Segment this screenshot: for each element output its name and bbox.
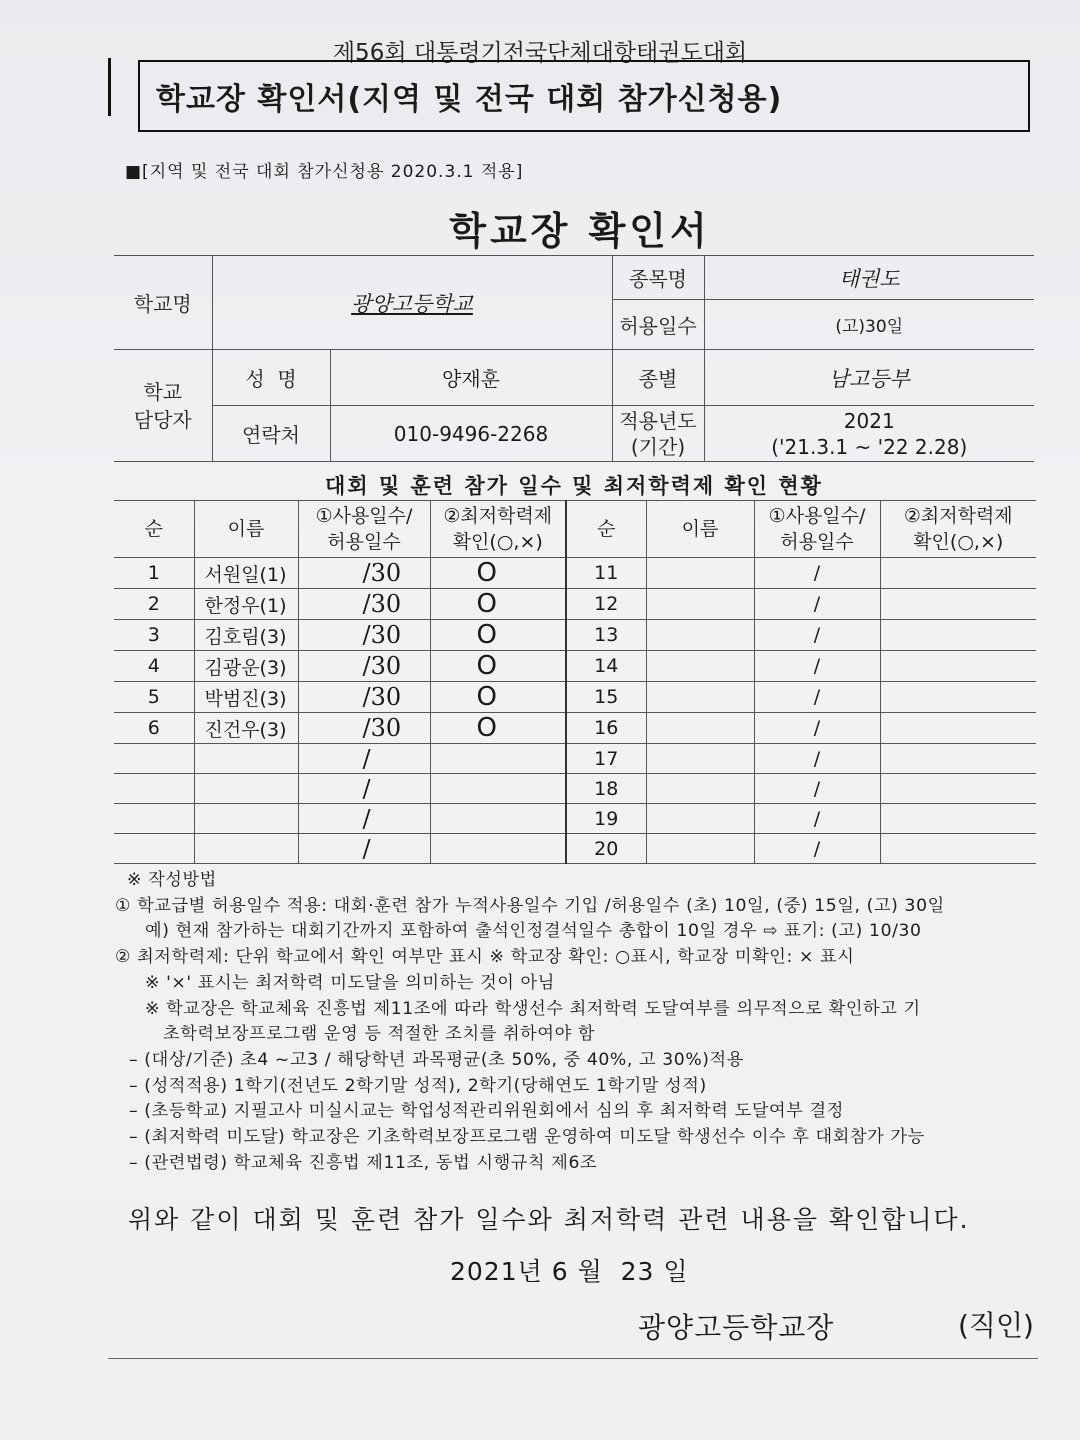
row-number	[114, 804, 194, 834]
manager-name-value: 양재훈	[330, 350, 612, 406]
min-academic-check	[880, 834, 1036, 864]
used-days: /30	[298, 713, 430, 744]
manager-name-label: 성 명	[212, 350, 330, 406]
form-title: 학교장 확인서(지역 및 전국 대회 참가신청용)	[156, 82, 783, 117]
col-used-header-right: ①사용일수/ 허용일수	[754, 501, 880, 558]
apply-year-cell	[704, 406, 1034, 462]
contact-label: 연락처	[212, 406, 330, 462]
roster-table	[114, 500, 1036, 864]
division-value: 남고등부	[704, 350, 1034, 406]
col-name-header-right: 이름	[646, 501, 754, 558]
row-number: 6	[114, 713, 194, 744]
player-name: 김호림(3)	[194, 620, 298, 651]
min-academic-check	[430, 744, 566, 774]
player-name: 한정우(1)	[194, 589, 298, 620]
col-no-header: 순	[114, 501, 194, 558]
apply-year-label: 적용년도 (기간)	[612, 406, 704, 462]
row-number: 15	[566, 682, 646, 713]
min-academic-check	[880, 558, 1036, 589]
row-number: 14	[566, 651, 646, 682]
manager-label: 학교 담당자	[114, 350, 212, 462]
used-days: /	[298, 744, 430, 774]
used-days: /	[754, 804, 880, 834]
school-name-label: 학교명	[114, 256, 212, 350]
player-name: 박범진(3)	[194, 682, 298, 713]
min-academic-check	[880, 713, 1036, 744]
section-title: 대회 및 훈련 참가 일수 및 최저학력제 확인 현황	[325, 474, 823, 498]
table-row	[114, 774, 1036, 804]
apply-year-value: 2021	[843, 408, 895, 433]
col-used-header: ①사용일수/ 허용일수	[298, 501, 430, 558]
player-name	[646, 804, 754, 834]
row-number	[114, 774, 194, 804]
player-name	[194, 804, 298, 834]
player-name	[646, 558, 754, 589]
instruction-line: – (관련법령) 학교체육 진흥법 제11조, 동법 시행규칙 제6조	[129, 1152, 598, 1173]
contact-value: 010-9496-2268	[330, 406, 612, 462]
used-days: /	[754, 744, 880, 774]
title-side-bar	[108, 58, 111, 116]
row-number: 2	[114, 589, 194, 620]
player-name	[646, 620, 754, 651]
row-number	[114, 834, 194, 864]
player-name	[646, 774, 754, 804]
allowed-days-value: (고)30일	[704, 300, 1034, 350]
row-number: 17	[566, 744, 646, 774]
apply-period-value: ('21.3.1 ~ '22 2.28)	[771, 434, 968, 459]
player-name	[646, 651, 754, 682]
min-academic-check: O	[430, 713, 566, 744]
min-academic-check	[880, 774, 1036, 804]
table-row	[114, 804, 1036, 834]
player-name	[194, 774, 298, 804]
player-name	[646, 713, 754, 744]
used-days: /	[754, 589, 880, 620]
player-name	[194, 834, 298, 864]
instruction-line: – (대상/기준) 초4 ~고3 / 해당학년 과목평균(초 50%, 중 40%, 고 30%)적용	[129, 1049, 744, 1070]
row-number: 13	[566, 620, 646, 651]
instruction-line: ① 학교급별 허용일수 적용: 대회·훈련 참가 누적사용일수 기입 /허용일수 (초) 10일, (중) 15일, (고) 30일	[115, 895, 945, 916]
instruction-line: 예) 현재 참가하는 대회기간까지 포함하여 출석인정결석일수 총합이 10일 경우 ⇨ 표기: (고) 10/30	[145, 921, 922, 942]
used-days: /30	[298, 682, 430, 713]
issue-date: 2021년 6 월 23 일	[450, 1257, 689, 1286]
school-info-table	[114, 255, 1034, 462]
table-row	[114, 651, 1036, 682]
used-days: /30	[298, 620, 430, 651]
row-number: 12	[566, 589, 646, 620]
min-academic-check	[880, 804, 1036, 834]
min-academic-check	[880, 682, 1036, 713]
min-academic-check	[880, 589, 1036, 620]
used-days: /	[754, 558, 880, 589]
player-name: 진건우(3)	[194, 713, 298, 744]
bottom-rule	[108, 1358, 1038, 1359]
table-row	[114, 620, 1036, 651]
row-number: 20	[566, 834, 646, 864]
instruction-line: ※ '×' 표시는 최저학력 미도달을 의미하는 것이 아님	[145, 972, 555, 993]
player-name	[194, 744, 298, 774]
instructions	[115, 868, 1050, 1176]
table-row	[114, 589, 1036, 620]
player-name	[646, 682, 754, 713]
col-check-header-right: ②최저학력제 확인(○,×)	[880, 501, 1036, 558]
used-days: /30	[298, 558, 430, 589]
row-number: 11	[566, 558, 646, 589]
used-days: /30	[298, 651, 430, 682]
min-academic-check	[430, 774, 566, 804]
used-days: /30	[298, 589, 430, 620]
event-title: 제56회 대통령기전국단체대항태권도대회	[332, 40, 748, 66]
instruction-line: – (최저학력 미도달) 학교장은 기초학력보장프로그램 운영하여 미도달 학생선수 이수 후 대회참가 가능	[129, 1127, 925, 1148]
row-number: 16	[566, 713, 646, 744]
col-no-header-right: 순	[566, 501, 646, 558]
sport-label: 종목명	[612, 256, 704, 300]
min-academic-check	[880, 651, 1036, 682]
division-label: 종별	[612, 350, 704, 406]
row-number: 4	[114, 651, 194, 682]
instruction-line: 초학력보장프로그램 운영 등 적절한 조치를 취하여야 함	[163, 1024, 596, 1045]
row-number: 5	[114, 682, 194, 713]
sport-value: 태권도	[704, 256, 1034, 300]
confirm-statement: 위와 같이 대회 및 훈련 참가 일수와 최저학력 관련 내용을 확인합니다.	[128, 1205, 970, 1234]
player-name	[646, 744, 754, 774]
instruction-line: ② 최저학력제: 단위 학교에서 확인 여부만 표시 ※ 학교장 확인: ○표시, 학교장 미확인: × 표시	[115, 947, 855, 968]
table-row	[114, 558, 1036, 589]
min-academic-check: O	[430, 651, 566, 682]
used-days: /	[754, 774, 880, 804]
instruction-line: – (성적적용) 1학기(전년도 2학기말 성적), 2학기(당해연도 1학기말 성적)	[129, 1075, 707, 1096]
used-days: /	[754, 834, 880, 864]
min-academic-check	[430, 804, 566, 834]
allowed-days-label: 허용일수	[612, 300, 704, 350]
player-name: 서원일(1)	[194, 558, 298, 589]
used-days: /	[298, 804, 430, 834]
instruction-line: – (초등학교) 지필고사 미실시교는 학업성적관리위원회에서 심의 후 최저학력 도달여부 결정	[129, 1101, 844, 1122]
table-row	[114, 744, 1036, 774]
row-number	[114, 744, 194, 774]
roster-header-row	[114, 501, 1036, 558]
player-name	[646, 834, 754, 864]
min-academic-check: O	[430, 620, 566, 651]
used-days: /	[298, 774, 430, 804]
min-academic-check	[880, 744, 1036, 774]
seal-mark: (직인)	[958, 1309, 1034, 1342]
row-number: 1	[114, 558, 194, 589]
col-check-header: ②최저학력제 확인(○,×)	[430, 501, 566, 558]
used-days: /	[754, 620, 880, 651]
min-academic-check: O	[430, 589, 566, 620]
used-days: /	[754, 713, 880, 744]
sub-note: ■[지역 및 전국 대회 참가신청용 2020.3.1 적용]	[125, 162, 524, 182]
col-name-header: 이름	[194, 501, 298, 558]
min-academic-check	[880, 620, 1036, 651]
table-row	[114, 834, 1036, 864]
table-row	[114, 682, 1036, 713]
school-name-value: 광양고등학교	[212, 256, 612, 350]
min-academic-check: O	[430, 558, 566, 589]
used-days: /	[298, 834, 430, 864]
row-number: 3	[114, 620, 194, 651]
player-name	[646, 589, 754, 620]
used-days: /	[754, 682, 880, 713]
document-title: 학교장 확인서	[449, 209, 711, 253]
signer-name: 광양고등학교장	[638, 1311, 835, 1344]
instruction-line: ※ 작성방법	[127, 870, 217, 890]
instruction-line: ※ 학교장은 학교체육 진흥법 제11조에 따라 학생선수 최저학력 도달여부를 의무적으로 확인하고 기	[145, 998, 921, 1019]
row-number: 18	[566, 774, 646, 804]
table-row	[114, 713, 1036, 744]
min-academic-check	[430, 834, 566, 864]
min-academic-check: O	[430, 682, 566, 713]
player-name: 김광운(3)	[194, 651, 298, 682]
row-number: 19	[566, 804, 646, 834]
used-days: /	[754, 651, 880, 682]
